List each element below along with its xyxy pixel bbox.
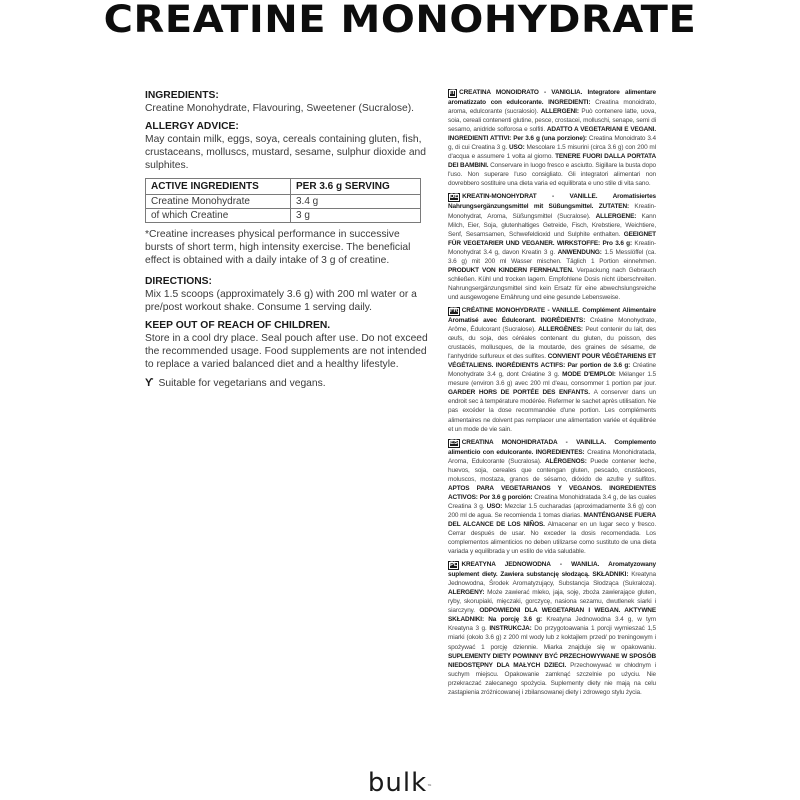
translation-bold-text: KREATIN-MONOHYDRAT - VANILLE. Aromatisiertes Nahrungsergänzungsmittel mit Süßungsmittel. ZUTATEN: bbox=[448, 193, 656, 211]
language-code-badge: ES bbox=[450, 439, 458, 446]
translation-bold-text: KREATYNA JEDNOWODNA - WANILIA. Aromatyzowany suplement diety. Zawiera substancję słodzącą. SKŁADNIKI: bbox=[448, 561, 656, 579]
translation-bold-text: ADATTO A VEGETARIANI E VEGANI. INGREDIENTI ATTIVI: Per 3.6 g (una porzione): bbox=[448, 126, 656, 143]
logo-text: bulk bbox=[367, 768, 428, 798]
translation-text: Do przygotoawania 1 porcji wymieszać 1,5 miarki (około 3.6 g) z 200 ml wody lub z koktajlem przed/ po treningowym i spożywać 1 porcję dziennie. Miarka znajduje się w opakowaniu. bbox=[448, 625, 656, 651]
translation-bold-text: ALLERGENI: bbox=[540, 108, 582, 116]
vegan-text: Suitable for vegetarians and vegans. bbox=[158, 378, 326, 389]
translation-bold-text: SUPLEMENTY DIETY POWINNY BYĆ PRZECHOWYWANE W SPOSÓB NIEDOSTĘPNY DLA MAŁYCH DZIECI. bbox=[448, 652, 656, 669]
table-cell: 3 g bbox=[291, 209, 421, 223]
table-cell: Creatine Monohydrate bbox=[146, 195, 291, 209]
translation-bold-text: CREATINA MONOHIDRATADA - VAINILLA. Complemento alimenticio con edulcorante. INGREDIENTES: bbox=[448, 438, 656, 456]
translation-block-it bbox=[448, 88, 656, 188]
creatine-claim-note: *Creatine increases physical performance in successive bursts of short term, high intensity exercise. The beneficial effect is obtained with a daily intake of 3 g of creatine. bbox=[145, 229, 411, 266]
brand-logo bbox=[0, 768, 800, 798]
translation-text: Verpackung nach Gebrauch schließen. Kühl und trocken lagern. Empfohlene Dosis nicht überschreiten. Nahrungsergänzungsmittel sind kein Ersatz für eine abwechslungsreiche und ausgewogene Ernährung und eine gesunde Lebensweise. bbox=[448, 266, 656, 301]
translations-column bbox=[448, 88, 656, 701]
translation-text: Creatina Monoidrato 3.4 g, di cui Creatina 3 g. bbox=[448, 135, 656, 152]
translation-text: Mescolare 1.5 misurini (circa 3.6 g) con 200 ml d'acqua e assumere 1 volta al giorno. bbox=[448, 144, 656, 161]
translation-text: Peut contenir du lait, des œufs, du soja, des céréales contenant du gluten, du poisson, des crustacés, mollusques, de la moutarde, des graines de sésame, de l'anhydride sulfureux et des sulfites. bbox=[448, 326, 656, 361]
translation-bold-text: USO: bbox=[486, 502, 505, 510]
language-code-badge: PL bbox=[450, 562, 458, 569]
translation-bold-text: APTOS PARA VEGETARIANOS Y VEGANOS. INGREDIENTES ACTIVOS: Por 3.6 g porción: bbox=[448, 484, 656, 501]
translation-block-de bbox=[448, 192, 656, 302]
vegan-suitability bbox=[145, 377, 428, 390]
table-cell: of which Creatine bbox=[146, 209, 291, 223]
translation-text: Creatina Monohidratada, Aroma, Edulcorante (Sucralosa). bbox=[448, 448, 656, 465]
product-title: CREATINE MONOHYDRATE bbox=[103, 0, 697, 41]
allergy-heading: ALLERGY ADVICE: bbox=[145, 121, 239, 132]
translation-bold-text: INSTRUKCJA: bbox=[489, 625, 535, 633]
directions-text: Mix 1.5 scoops (approximately 3.6 g) with 200 ml water or a pre/post workout shake. Consume 1 serving daily. bbox=[145, 289, 417, 313]
english-label-section bbox=[145, 89, 428, 390]
language-code-badge: IT bbox=[450, 90, 456, 96]
translation-bold-text: MANTÉNGANSE FUERA DEL ALCANCE DE LOS NIÑOS. bbox=[448, 511, 656, 528]
translation-block-fr bbox=[448, 306, 656, 434]
children-warning-heading: KEEP OUT OF REACH OF CHILDREN. bbox=[145, 320, 331, 331]
trademark-symbol: ™ bbox=[427, 784, 433, 790]
translation-text: Almacenar en un lugar seco y fresco. Cerrar después de usar. No exceder la dosis recomendada. Los complementos alimenticios no deben utilizarse como sustituto de una dieta variada y equilibrada y un estilo de vida saludable. bbox=[448, 520, 657, 556]
translation-text: Conservare in luogo fresco e asciutto. Sigillare la busta dopo l'uso. Non superare l'uso consigliato. Gli integratori alimentari non dovrebbero sostituire una dieta varia ed equilibrata e uno stile di vita sano. bbox=[448, 162, 656, 188]
translation-bold-text: PRODUKT VON KINDERN FERNHALTEN. bbox=[448, 266, 577, 274]
translation-text: Creatina Monohidratada 3.4 g, de las cuales Creatina 3 g. bbox=[448, 493, 656, 510]
translation-text: Kann Milch, Eier, Soja, glutenhaltiges Getreide, Fisch, Krebstiere, Weichtiere, Senf, Sesamsamen, Schwefeldioxid und Sulphite enthalten. bbox=[448, 212, 656, 238]
directions-heading: DIRECTIONS: bbox=[145, 276, 212, 287]
translation-text: Créatine Monohydrate, Arôme, Édulcorant (Sucralose). bbox=[448, 316, 656, 334]
ingredients-text: Creatine Monohydrate, Flavouring, Sweetener (Sucralose). bbox=[145, 103, 414, 114]
translation-bold-text: MODE D'EMPLOI: bbox=[562, 371, 619, 379]
translation-bold-text: ODPOWIEDNI DLA WEGETARIAN I WEGAN. AKTYWNE SKŁADNIKI: Na porcję 3.6 g: bbox=[448, 607, 656, 624]
translation-block-es bbox=[448, 438, 656, 557]
translation-text: Mélanger 1.5 mesure (environ 3.6 g) avec 200 ml d'eau, consommer 1 portion par jour. bbox=[448, 371, 657, 388]
language-code-badge: DE bbox=[450, 194, 459, 201]
translation-block-pl bbox=[448, 560, 656, 697]
translation-text: 1.5 Messlöffel (ca. 3.6 g) mit 200 ml Wasser mischen. Täglich 1 Portion einnehmen. bbox=[448, 248, 657, 265]
translation-bold-text: ANWENDUNG: bbox=[557, 248, 605, 256]
translation-text: A conserver dans un endroit sec à température modérée. Refermer le sachet après utilisation. Ne pas excéder la dose recommandée d'une portion. Les compléments alimentaires ne doivent pas remplacer une alimentation variée et équilibrée et un mode de vie sain. bbox=[448, 389, 656, 433]
table-header-row bbox=[146, 179, 421, 195]
translation-text: Puede contener leche, huevos, soja, cereales que contengan gluten, pescado, crustáceos, moluscos, mostaza, granos de sésamo, dióxido de azufre y sulfitos. bbox=[448, 457, 656, 483]
active-ingredients-table bbox=[145, 178, 421, 223]
table-header-cell: ACTIVE INGREDIENTS bbox=[146, 179, 291, 195]
translation-bold-text: TENERE FUORI DALLA PORTATA DEI BAMBINI. bbox=[448, 153, 656, 170]
translation-bold-text: ALLERGÈNES: bbox=[538, 326, 586, 334]
translation-bold-text: USO: bbox=[509, 144, 527, 152]
translation-bold-text: GEEIGNET FÜR VEGETARIER UND VEGANER. WIRKSTOFFE: Pro 3.6 g: bbox=[448, 230, 656, 247]
translation-text: Creatina monoidrato, aroma, edulcorante (sucralosio). bbox=[448, 99, 657, 116]
allergy-text: May contain milk, eggs, soya, cereals containing gluten, fish, crustaceans, molluscs, mustard, sesame, sulphur dioxide and sulphites. bbox=[145, 134, 427, 171]
translation-text: Può contenere latte, uova, soia, cereali contenenti glutine, pesce, crostacei, molluschi, senape, semi di sesamo, anidride solforosa e solfiti. bbox=[448, 108, 656, 134]
translation-text: Kreatin-Monohydrat 3.4 g, davon Kreatin 3 g. bbox=[448, 239, 656, 256]
vegan-leaf-icon: ϒ bbox=[145, 377, 154, 389]
language-code-badge: FR bbox=[450, 307, 458, 314]
table-cell: 3.4 g bbox=[291, 195, 421, 209]
translation-text: Créatine Monohydrate 3.4 g, dont Créatine 3 g. bbox=[448, 362, 656, 379]
storage-text: Store in a cool dry place. Seal pouch after use. Do not exceed the recommended usage. Food supplements are not intended to replace a varied balanced diet and a healthy lifestyle. bbox=[145, 333, 428, 370]
translation-text: Przechowywać w chłodnym i suchym miejscu. Opakowanie zamknąć szczelnie po użyciu. Nie przekraczać zalecanego spożycia. Suplementy diety nie mają na celu zastąpienia zróżnicowanej i zbilansowanej diety i zdrowego stylu życia. bbox=[448, 661, 656, 696]
ingredients-heading: INGREDIENTS: bbox=[145, 90, 219, 101]
table-header-cell: PER 3.6 g SERVING bbox=[291, 179, 421, 195]
translation-text: Kreatyna Jednowodna, Środek Aromatyzujący, Substancja Słodząca (Sukraloza). bbox=[448, 571, 656, 588]
table-row bbox=[146, 209, 421, 223]
translation-bold-text: CRÉATINE MONOHYDRATE - VANILLE. Complément Alimentaire Aromatisé avec Édulcorant. INGRÉDIENTS: bbox=[448, 306, 656, 324]
translation-bold-text: ALÉRGENOS: bbox=[545, 457, 591, 465]
translation-text: Mezclar 1.5 cucharadas (aproximadamente 3.6 g) con 200 ml de agua. Se recomienda 1 tomas diarias. bbox=[448, 502, 656, 519]
translation-text: Kreatyna Jednowodna 3.4 g, w tym Kreatyna 3 g. bbox=[448, 616, 656, 633]
translation-bold-text: GARDER HORS DE PORTÉE DES ENFANTS. bbox=[448, 389, 594, 397]
translation-bold-text: CREATINA MONOIDRATO - VANIGLIA. Integratore alimentare aromatizzato con edulcorante. INGREDIENTI: bbox=[448, 89, 656, 106]
translation-bold-text: ALERGENY: bbox=[448, 589, 488, 597]
translation-text: Kreatin-Monohydrat, Aroma, Süßungsmittel (Sucralose). bbox=[448, 203, 656, 220]
translation-text: Może zawierać mleko, jaja, soję, zboża zawierające gluten, ryby, skorupiaki, mięczaki, gorczycę, nasiona sezamu, dwutlenek siarki i siarczyny. bbox=[448, 589, 656, 615]
translation-bold-text: ALLERGENE: bbox=[595, 212, 642, 220]
translation-bold-text: CONVIENT POUR VÉGÉTARIENS ET VÉGÉTALIENS. INGRÉDIENTS ACTIFS: Par portion de 3.6 g: bbox=[448, 353, 656, 370]
table-row bbox=[146, 195, 421, 209]
